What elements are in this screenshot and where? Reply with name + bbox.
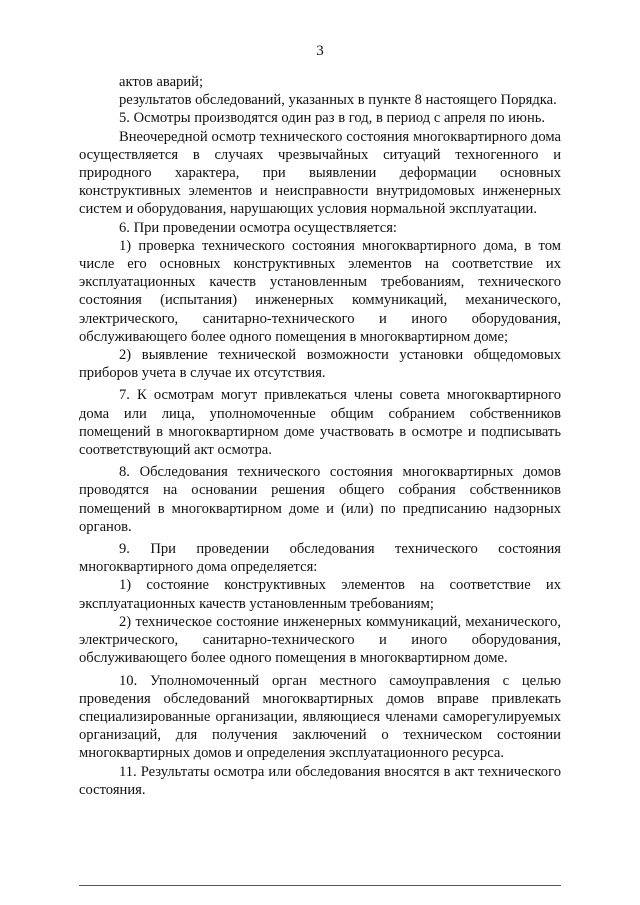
- list-item: 2) техническое состояние инженерных коммуникаций, механического, электрического, санитарно-технического и иного оборудования, обслуживающего более одного помещения в многоквартирном доме.: [79, 613, 561, 667]
- paragraph: 5. Осмотры производятся один раз в год, в период с апреля по июнь.: [119, 110, 546, 127]
- footer-divider: [79, 885, 561, 886]
- paragraph: 7. К осмотрам могут привлекаться члены совета многоквартирного дома или лица, уполномоченные общим собранием собственников помещений в многоквартирном доме участвовать в осмотре и подписывать соответствующий акт осмотра.: [79, 387, 561, 459]
- paragraph: 9. При проведении обследования технического состояния многоквартирного дома определяется:: [79, 541, 561, 576]
- document-body: [79, 73, 561, 799]
- list-item: актов аварий;: [119, 74, 204, 90]
- paragraph: 11. Результаты осмотра или обследования вносятся в акт технического состояния.: [79, 763, 561, 798]
- list-item: 1) проверка технического состояния многоквартирного дома, в том числе его основных конструктивных элементов на соответствие их эксплуатационных качеств установленным требованиям, технического состояния (испытания) инженерных коммуникаций, механического, электрического, санитарно-технического и иного оборудования, обслуживающего более одного помещения в многоквартирном доме;: [79, 237, 561, 345]
- list-item: 1) состояние конструктивных элементов на соответствие их эксплуатационных качеств установленным требованиям;: [79, 577, 561, 612]
- list-item: результатов обследований, указанных в пункте 8 настоящего Порядка.: [119, 92, 557, 109]
- paragraph: 10. Уполномоченный орган местного самоуправления с целью проведения обследований многоквартирных домов вправе привлекать специализированные организации, являющиеся членами саморегулируемых организаций, для получения заключений о техническом состоянии многоквартирных домов и определения эксплуатационного ресурса.: [79, 672, 561, 762]
- list-item: 2) выявление технической возможности установки общедомовых приборов учета в случае их отсутствия.: [79, 347, 561, 382]
- paragraph: 8. Обследования технического состояния многоквартирных домов проводятся на основании решения общего собрания собственников помещений в многоквартирном доме и (или) по предписанию надзорных органов.: [79, 464, 561, 535]
- paragraph: Внеочередной осмотр технического состояния многоквартирного дома осуществляется в случаях чрезвычайных ситуаций техногенного и природного характера, при выявлении деформации основных конструктивных элементов и неисправности внутридомовых инженерных систем и оборудования, нарушающих условия нормальной эксплуатации.: [79, 128, 561, 218]
- page-number: 3: [316, 43, 324, 59]
- paragraph: 6. При проведении осмотра осуществляется:: [119, 219, 397, 236]
